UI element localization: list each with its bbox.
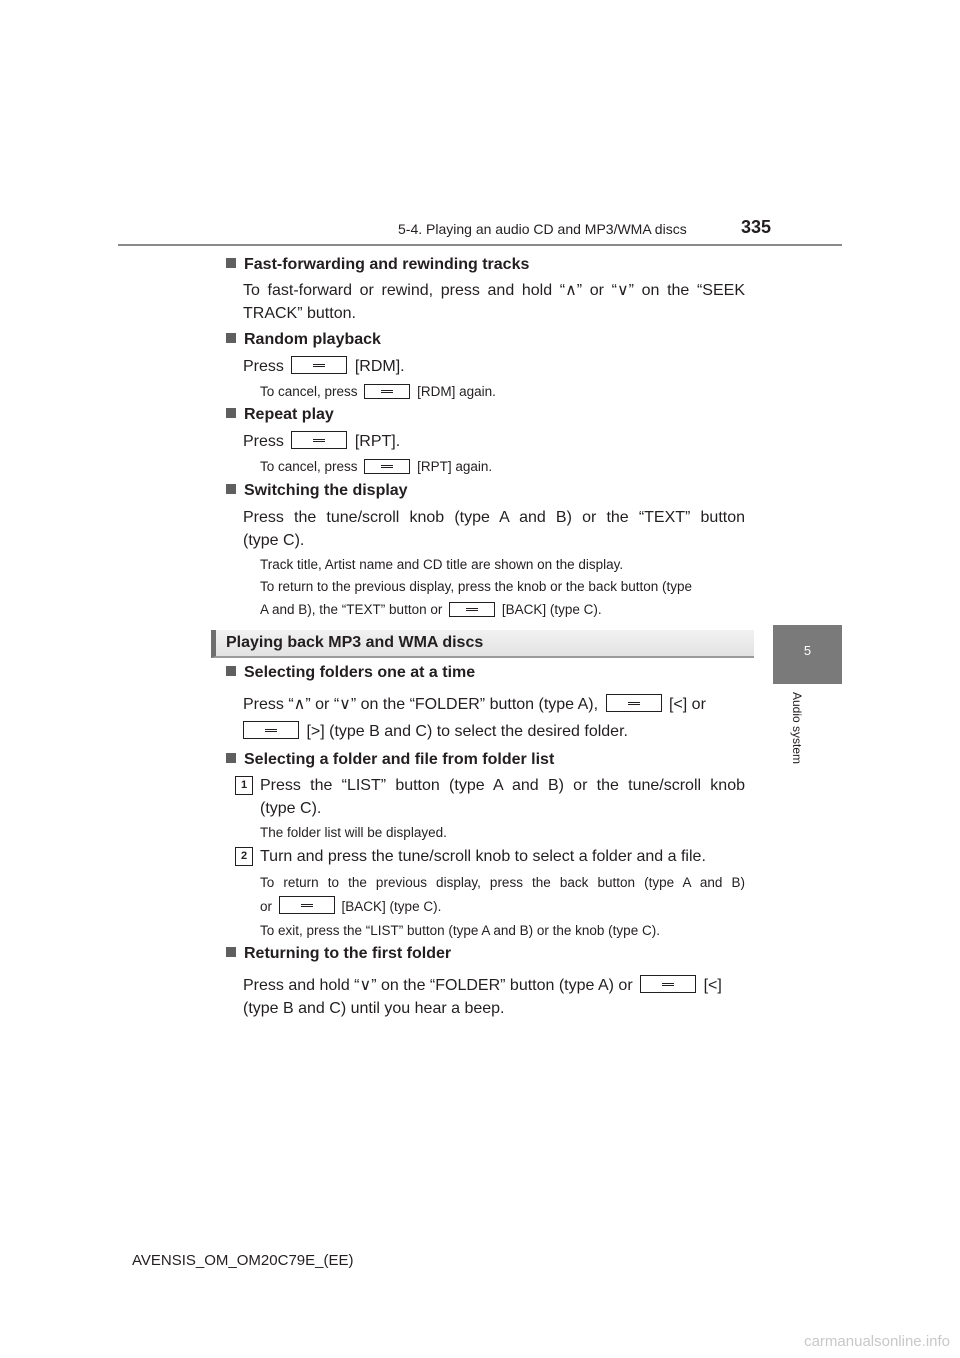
square-bullet-icon	[226, 666, 236, 676]
random-cancel-note: To cancel, press [RDM] again.	[260, 384, 496, 399]
square-bullet-icon	[226, 333, 236, 343]
step-number-1: 1	[235, 776, 253, 795]
heading-selecting-folders: Selecting folders one at a time	[226, 664, 475, 682]
heading-repeat-play: Repeat play	[226, 406, 334, 424]
step-number-2: 2	[235, 847, 253, 866]
first-folder-line-2: (type B and C) until you hear a beep.	[243, 1000, 505, 1017]
step2-note-1: To return to the previous display, press the back button (type A and B)	[260, 875, 745, 890]
display-note-2: To return to the previous display, press the knob or the back button (type	[260, 579, 692, 594]
display-note-3: A and B), the “TEXT” button or [BACK] (type C).	[260, 602, 602, 617]
square-bullet-icon	[226, 484, 236, 494]
random-press-line: Press [RDM].	[243, 358, 405, 375]
screen-button-icon	[291, 431, 347, 449]
heading-random-playback: Random playback	[226, 331, 381, 349]
repeat-cancel-note: To cancel, press [RPT] again.	[260, 459, 493, 474]
screen-button-icon	[606, 694, 662, 712]
ff-line-1: To fast-forward or rewind, press and hold “∧” or “∨” on the “SEEK	[243, 282, 745, 299]
footer-doc-code: AVENSIS_OM_OM20C79E_(EE)	[132, 1252, 354, 1269]
chapter-number: 5	[803, 643, 812, 658]
page-number: 335	[741, 217, 772, 237]
display-line-1: Press the tune/scroll knob (type A and B) or the “TEXT” button	[243, 509, 745, 526]
step1-line-2: (type C).	[260, 800, 322, 817]
step1-line-1: Press the “LIST” button (type A and B) or the tune/scroll knob	[260, 777, 745, 794]
heading-switching-display: Switching the display	[226, 482, 408, 500]
screen-button-icon	[640, 975, 696, 993]
screen-button-icon	[364, 384, 410, 399]
chapter-label: Audio system	[790, 692, 804, 765]
screen-button-icon	[364, 459, 410, 474]
screen-button-icon	[279, 896, 335, 914]
heading-first-folder: Returning to the first folder	[226, 945, 451, 963]
screen-button-icon	[291, 356, 347, 374]
square-bullet-icon	[226, 947, 236, 957]
heading-folder-list: Selecting a folder and file from folder list	[226, 751, 554, 769]
step2-note-3: To exit, press the “LIST” button (type A and B) or the knob (type C).	[260, 923, 660, 938]
step2-line: Turn and press the tune/scroll knob to select a folder and a file.	[260, 848, 706, 865]
screen-button-icon	[243, 721, 299, 739]
square-bullet-icon	[226, 258, 236, 268]
first-folder-line-1: Press and hold “∨” on the “FOLDER” button (type A) or [<]	[243, 977, 722, 994]
header-rule	[118, 244, 842, 246]
step1-note: The folder list will be displayed.	[260, 825, 447, 840]
running-header: 5-4. Playing an audio CD and MP3/WMA discs	[398, 221, 687, 237]
folders-line-1: Press “∧” or “∨” on the “FOLDER” button (type A), [<] or	[243, 696, 706, 713]
section-title: Playing back MP3 and WMA discs	[226, 634, 484, 651]
screen-button-icon	[449, 602, 495, 617]
watermark: carmanualsonline.info	[804, 1333, 950, 1350]
section-title-bar	[211, 630, 754, 658]
heading-fast-forward: Fast-forwarding and rewinding tracks	[226, 256, 529, 274]
square-bullet-icon	[226, 753, 236, 763]
square-bullet-icon	[226, 408, 236, 418]
display-line-2: (type C).	[243, 532, 305, 549]
ff-line-2: TRACK” button.	[243, 305, 356, 322]
folders-line-2: [>] (type B and C) to select the desired folder.	[240, 720, 628, 744]
step2-note-2: or [BACK] (type C).	[260, 896, 441, 918]
display-note-1: Track title, Artist name and CD title are shown on the display.	[260, 557, 624, 572]
repeat-press-line: Press [RPT].	[243, 433, 401, 450]
